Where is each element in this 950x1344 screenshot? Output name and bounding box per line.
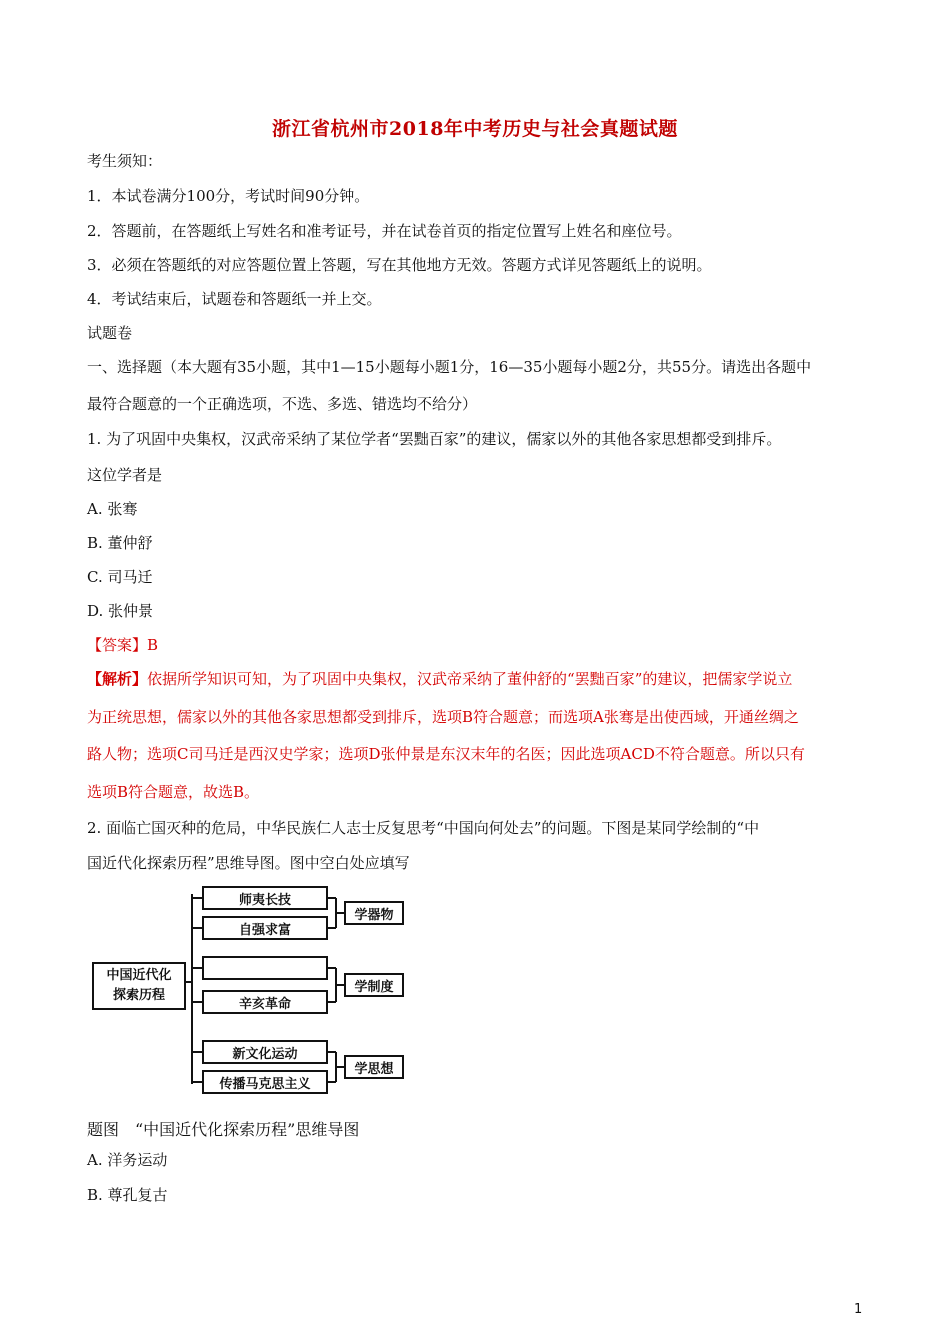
root-node-line: 探索历程: [112, 988, 165, 1003]
node-xinhai: 辛亥革命: [202, 990, 328, 1014]
diagram-caption: 题图 “中国近代化探索历程”思维导图: [87, 1120, 360, 1139]
section-label: 试题卷: [87, 324, 133, 342]
q2-option-b: B. 尊孔复古: [87, 1186, 168, 1204]
notice-item: 4．考试结束后，试题卷和答题纸一并上交。: [87, 290, 382, 308]
page-number: 1: [854, 1302, 863, 1317]
q1-analysis-line: 为正统思想，儒家以外的其他各家思想都受到排斥，选项B符合题意；而选项A张骞是出使西域，开通丝绸之: [87, 708, 799, 726]
group-sixiang: 学思想: [344, 1055, 404, 1079]
root-node-line: 中国近代化: [106, 968, 172, 983]
q1-option-b: B. 董仲舒: [87, 534, 153, 552]
group-qiwu: 学器物: [344, 901, 404, 925]
notice-heading: 考生须知：: [87, 152, 163, 170]
notice-item: 2．答题前，在答题纸上写姓名和准考证号，并在试卷首页的指定位置写上姓名和座位号。: [87, 222, 682, 240]
q1-analysis-line: [87, 669, 792, 689]
node-makesi: 传播马克思主义: [202, 1070, 328, 1094]
q2-option-a: A. 洋务运动: [87, 1151, 168, 1169]
root-node: [92, 962, 186, 1010]
q1-stem-line: 1. 为了巩固中央集权，汉武帝采纳了某位学者“罢黜百家”的建议，儒家以外的其他各家思想都受到排斥。: [87, 430, 782, 448]
q1-analysis-line: 选项B符合题意，故选B。: [87, 783, 260, 801]
q1-option-c: C. 司马迁: [87, 568, 153, 586]
section-intro-line: 一、选择题（本大题有35小题，其中1—15小题每小题1分，16—35小题每小题2分，共55分。请选出各题中: [87, 358, 812, 376]
analysis-label: 【解析】: [87, 670, 148, 688]
node-shiyi: 师夷长技: [202, 886, 328, 910]
blank-node: [202, 956, 328, 980]
q2-stem-line: 国近代化探索历程”思维导图。图中空白处应填写: [87, 854, 410, 872]
notice-item: 1．本试卷满分100分，考试时间90分钟。: [87, 187, 370, 205]
analysis-text: 依据所学知识可知，为了巩固中央集权，汉武帝采纳了董仲舒的“罢黜百家”的建议，把儒家学说立: [147, 670, 793, 688]
section-intro-line: 最符合题意的一个正确选项，不选、多选、错选均不给分）: [87, 395, 478, 413]
node-ziqiang: 自强求富: [202, 916, 328, 940]
document-title: 浙江省杭州市2018年中考历史与社会真题试题: [272, 118, 678, 140]
notice-item: 3．必须在答题纸的对应答题位置上答题，写在其他地方无效。答题方式详见答题纸上的说明。: [87, 256, 712, 274]
group-zhidu: 学制度: [344, 973, 404, 997]
q1-analysis-line: 路人物；选项C司马迁是西汉史学家；选项D张仲景是东汉末年的名医；因此选项ACD不符合题意。所以只有: [87, 745, 805, 763]
node-xinwenhua: 新文化运动: [202, 1040, 328, 1064]
q1-answer: 【答案】B: [87, 636, 159, 654]
q1-option-d: D. 张仲景: [87, 602, 154, 620]
mind-map-diagram: [88, 880, 410, 1098]
q2-stem-line: 2. 面临亡国灭种的危局，中华民族仁人志士反复思考“中国向何处去”的问题。下图是某同学绘制的“中: [87, 819, 760, 837]
q1-stem-line: 这位学者是: [87, 466, 163, 484]
q1-option-a: A. 张骞: [87, 500, 138, 518]
